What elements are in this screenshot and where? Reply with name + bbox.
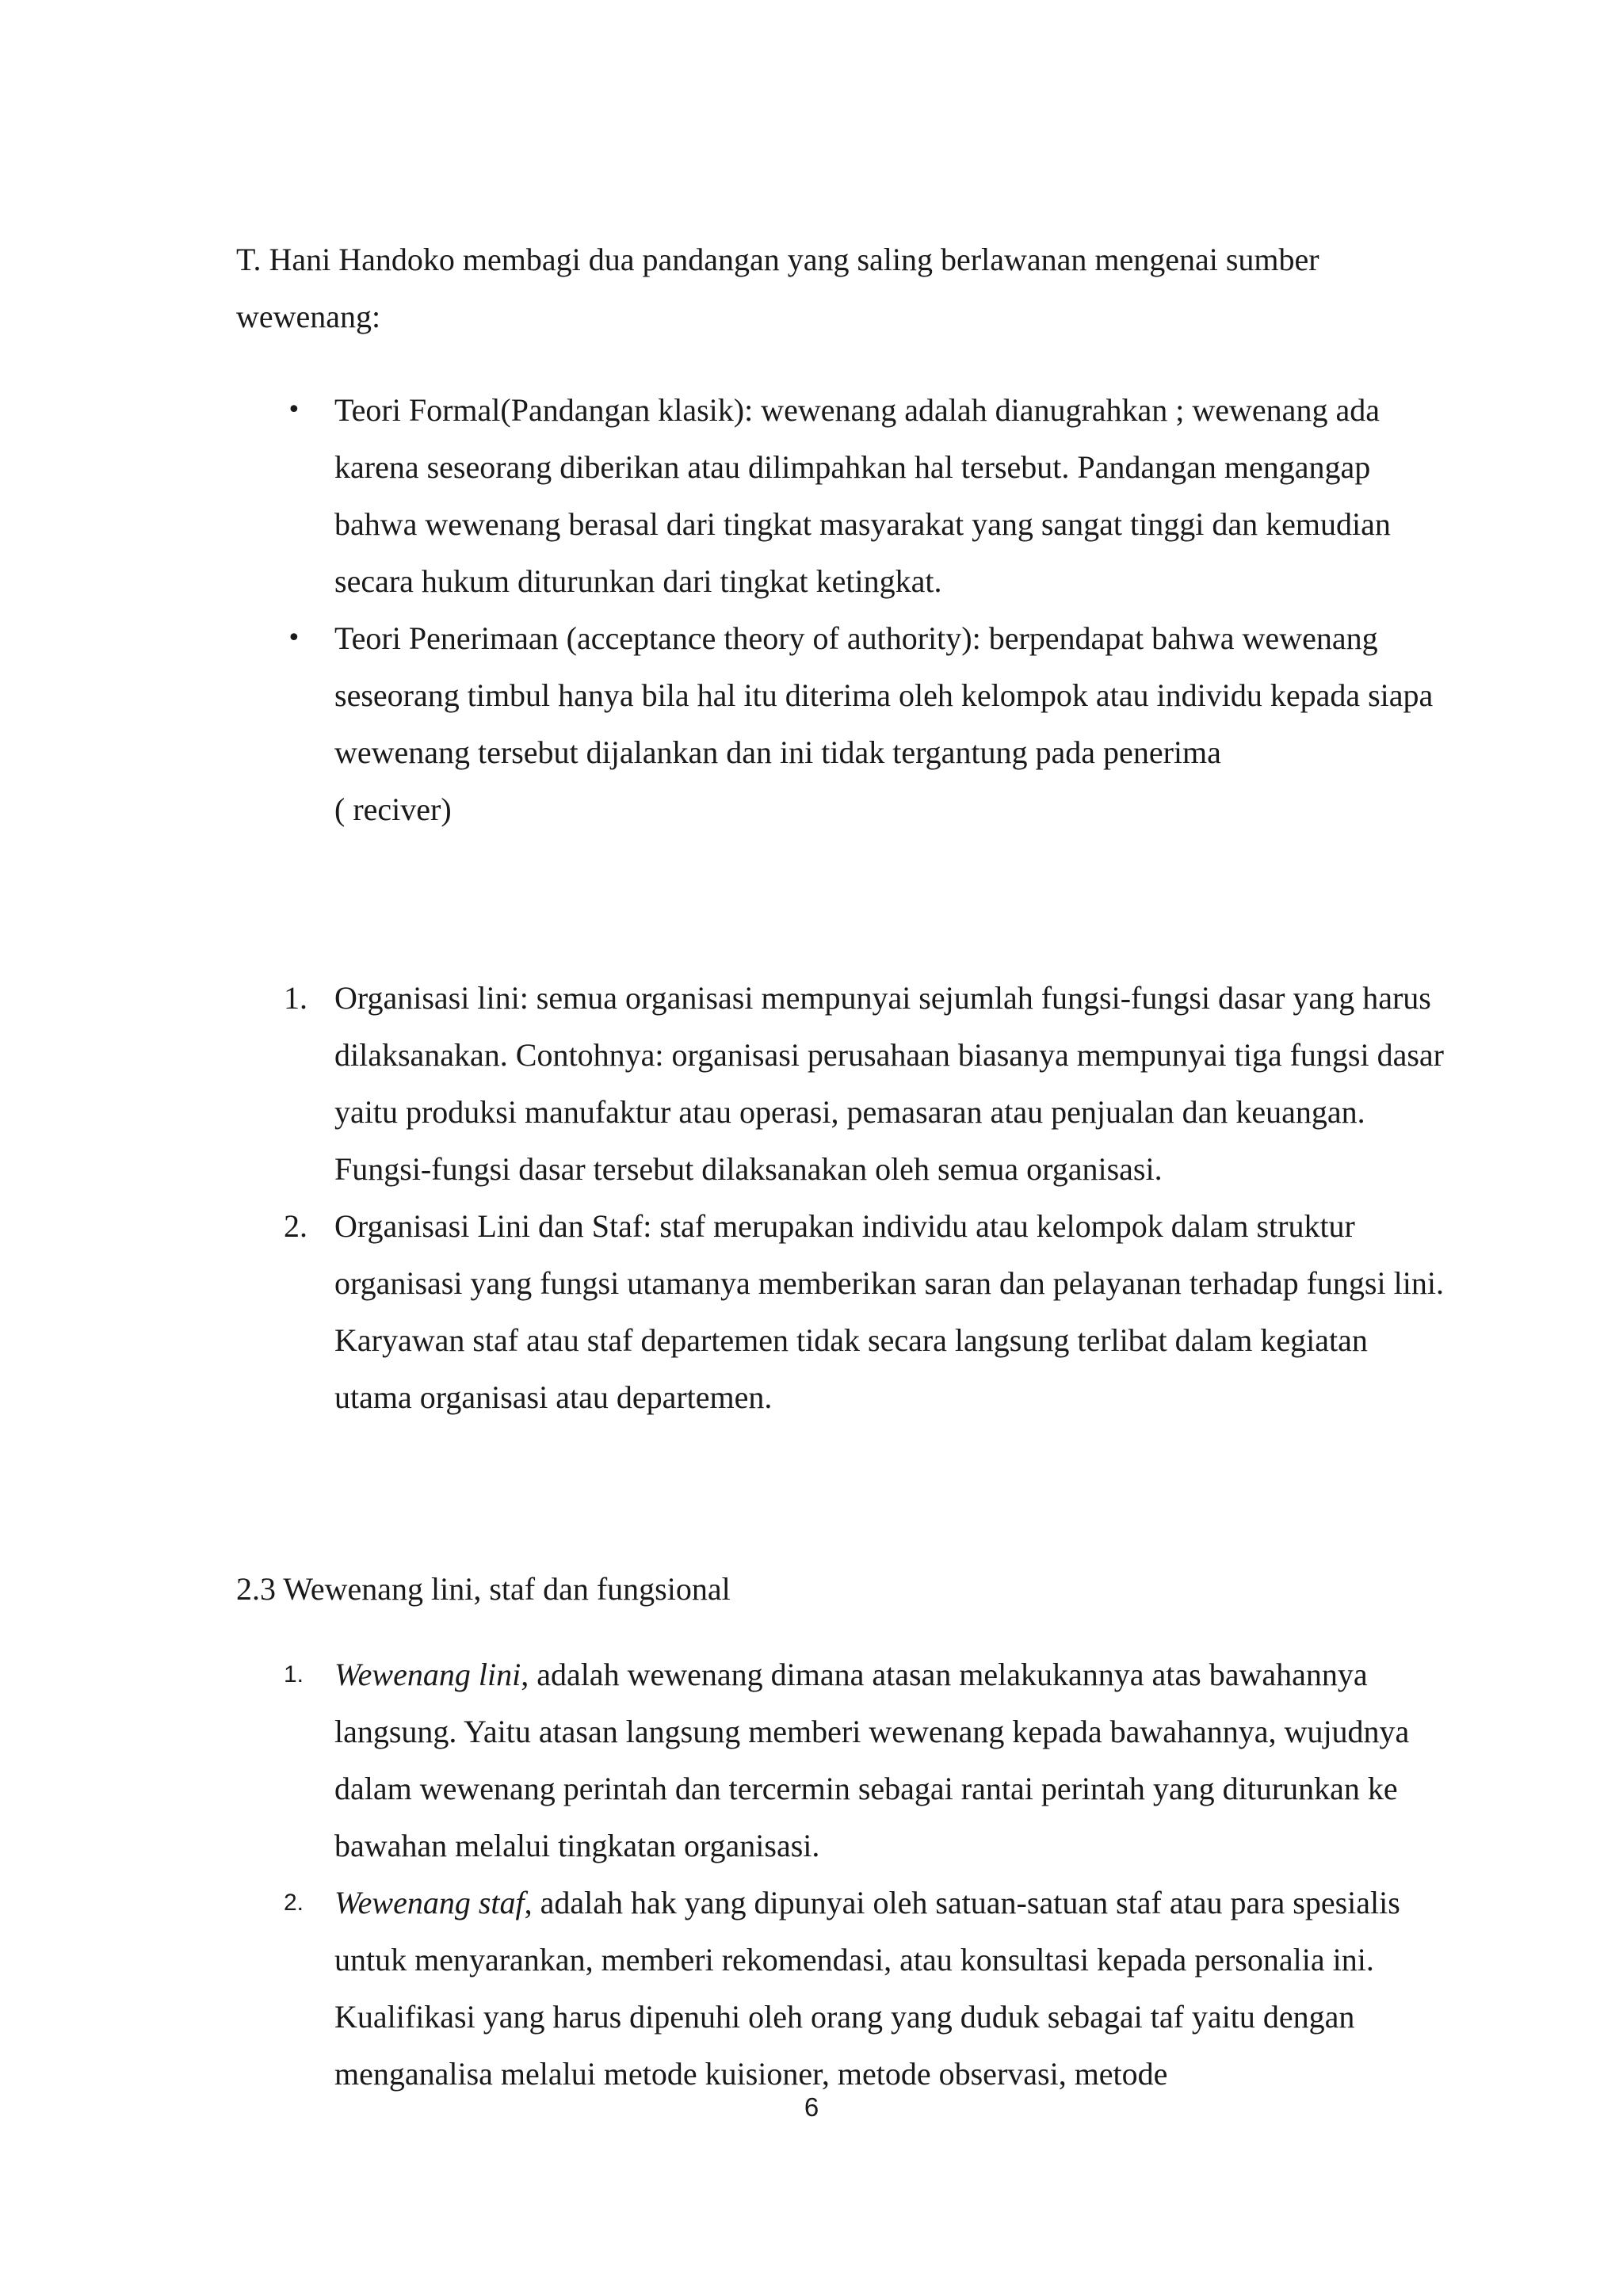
organization-line-text: Organisasi lini: semua organisasi mempunyai sejumlah fungsi-fungsi dasar yang harus dilaksanakan. Contohnya: organisasi perusahaan biasanya mempunyai tiga fungsi dasar yaitu produksi manufaktur atau operasi, pemasaran atau penjualan dan keuangan. Fungsi-fungsi dasar tersebut dilaksanakan oleh semua organisasi.: [334, 980, 1444, 1187]
intro-paragraph: T. Hani Handoko membagi dua pandangan yang saling berlawanan mengenai sumber wewenang:: [236, 242, 1319, 334]
bullet-marker: •: [287, 396, 301, 424]
authority-numbered-list: [236, 1646, 1449, 2103]
theory-formal-text: Teori Formal(Pandangan klasik): wewenang adalah dianugrahkan ; wewenang ada karena seseorang diberikan atau dilimpahkan hal tersebut. Pandangan mengangap bahwa wewenang berasal dari tingkat masyarakat yang sangat tinggi dan kemudian secara hukum diturunkan dari tingkat ketingkat.: [334, 392, 1391, 599]
authority-staff-text: , adalah hak yang dipunyai oleh satuan-satuan staf atau para spesialis untuk menyarankan, memberi rekomendasi, atau konsultasi kepada personalia ini. Kualifikasi yang harus dipenuhi oleh orang yang duduk sebagai taf yaitu dengan menganalisa melalui metode kuisioner, metode observasi, metode: [334, 1885, 1400, 2092]
section-heading: 2.3 Wewenang lini, staf dan fungsional: [236, 1571, 731, 1607]
theory-acceptance-text: Teori Penerimaan (acceptance theory of authority): berpendapat bahwa wewenang seseorang timbul hanya bila hal itu diterima oleh kelompok atau individu kepada siapa wewenang tersebut dijalankan dan ini tidak tergantung pada penerima: [334, 620, 1434, 770]
list-item: [236, 970, 1449, 1198]
organization-numbered-list: [236, 970, 1449, 1426]
list-item: [236, 1646, 1449, 1875]
theory-acceptance-tail: ( reciver): [334, 791, 452, 827]
authority-term: Wewenang staf: [334, 1885, 525, 1920]
page-number: 6: [804, 2092, 819, 2122]
list-item: [236, 610, 1449, 838]
organization-line-staff-text: Organisasi Lini dan Staf: staf merupakan individu atau kelompok dalam struktur organisasi yang fungsi utamanya memberikan saran dan pelayanan terhadap fungsi lini. Karyawan staf atau staf departemen tidak secara langsung terlibat dalam kegiatan utama organisasi atau departemen.: [334, 1208, 1444, 1415]
number-marker: 1.: [284, 1661, 304, 1688]
number-marker: 1.: [284, 980, 307, 1016]
theory-bullet-list: [236, 382, 1449, 838]
bullet-marker: •: [287, 624, 301, 652]
number-marker: 2.: [284, 1208, 307, 1244]
list-item: [236, 1875, 1449, 2103]
list-item: [236, 1198, 1449, 1426]
list-item: [236, 382, 1449, 610]
number-marker: 2.: [284, 1890, 304, 1916]
authority-line-text: , adalah wewenang dimana atasan melakukannya atas bawahannya langsung. Yaitu atasan langsung memberi wewenang kepada bawahannya, wujudnya dalam wewenang perintah dan tercermin sebagai rantai perintah yang diturunkan ke bawahan melalui tingkatan organisasi.: [334, 1657, 1410, 1863]
authority-term: Wewenang lini: [334, 1657, 521, 1692]
